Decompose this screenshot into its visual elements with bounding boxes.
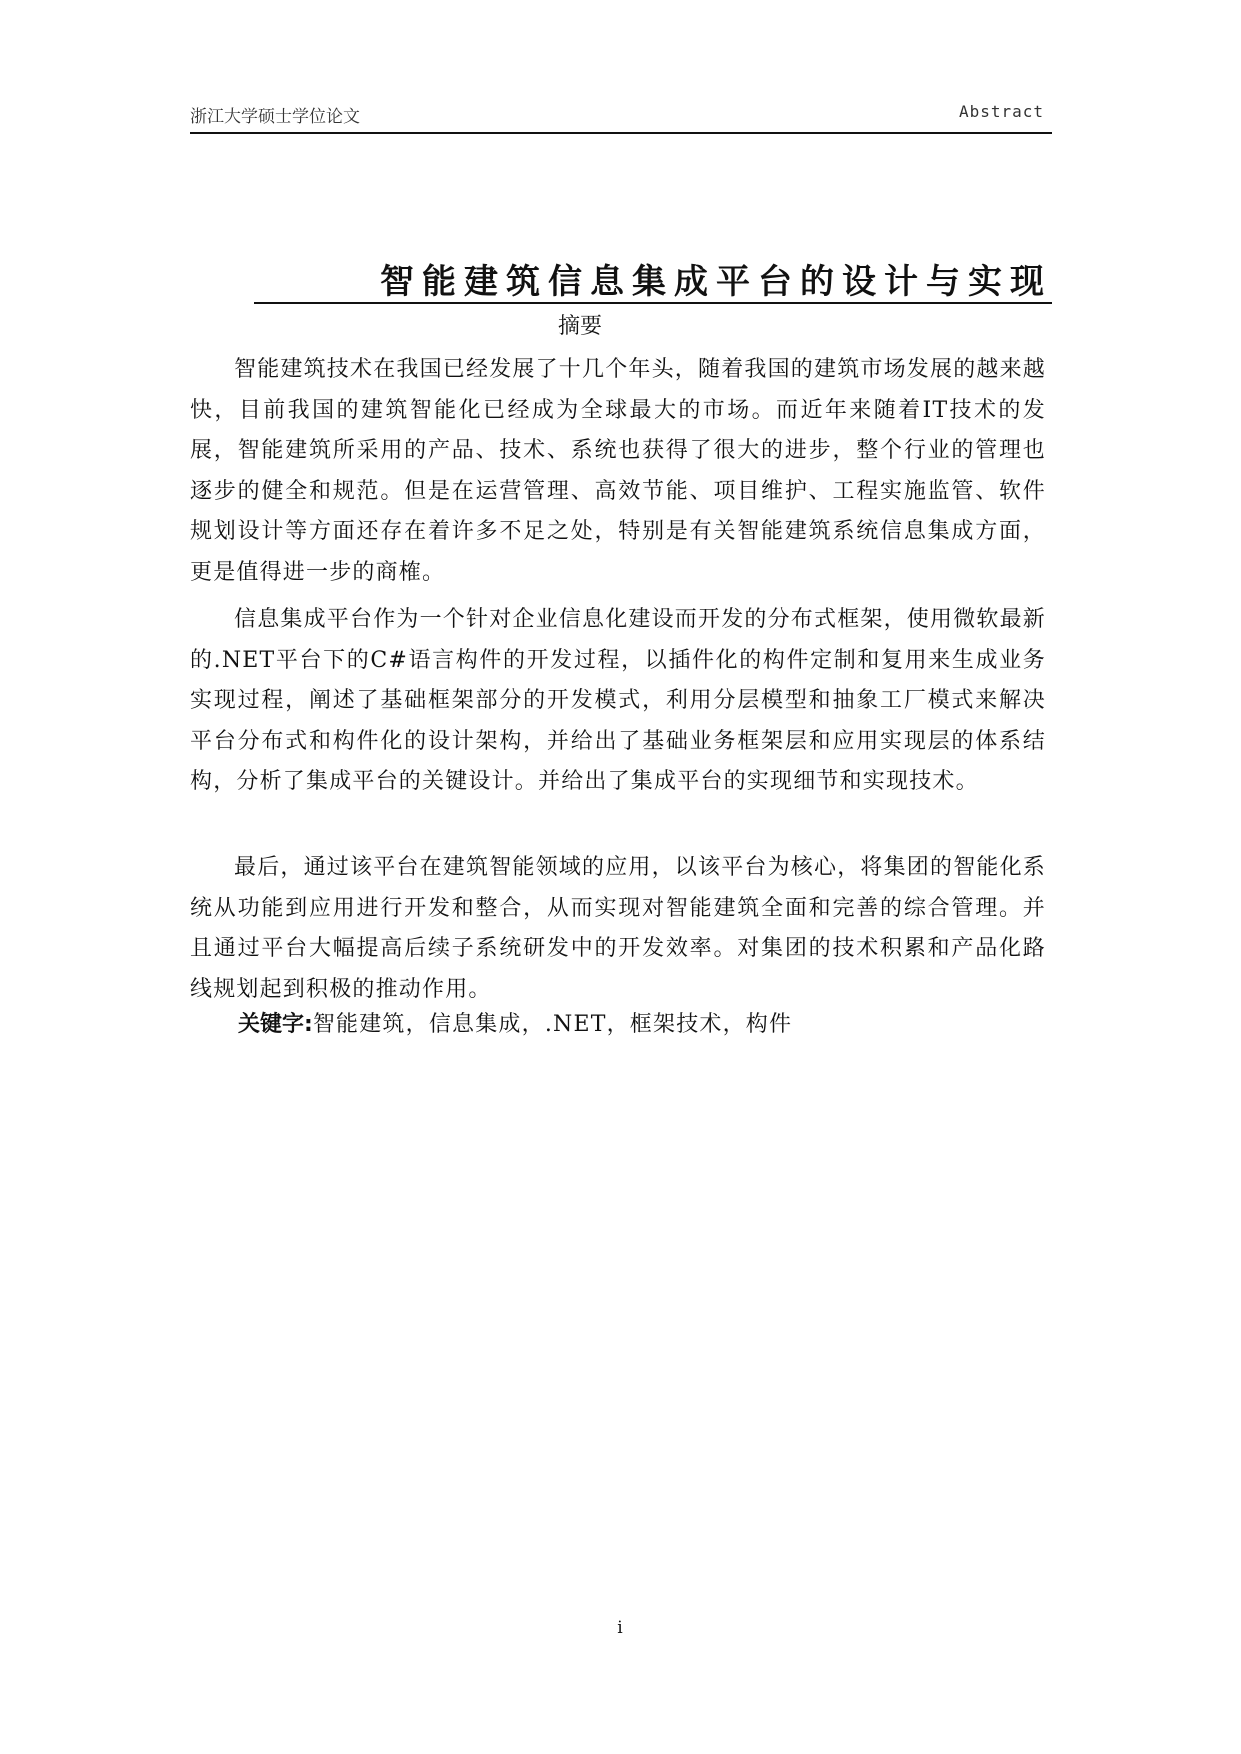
abstract-paragraph-1: 智能建筑技术在我国已经发展了十几个年头，随着我国的建筑市场发展的越来越快，目前我国的建筑智能化已经成为全球最大的市场。而近年来随着IT技术的发展，智能建筑所采用的产品、技术、系统也获得了很大的进步，整个行业的管理也逐步的健全和规范。但是在运营管理、高效节能、项目维护、工程实施监管、软件规划设计等方面还存在着许多不足之处，特别是有关智能建筑系统信息集成方面，更是值得进一步的商榷。 <box>190 357 1047 585</box>
abstract-heading: 摘要 <box>557 314 602 339</box>
header-section-name: Abstract <box>958 102 1044 121</box>
thesis-title: 智能建筑信息集成平台的设计与实现 <box>254 260 1052 304</box>
keywords-text: 智能建筑，信息集成，.NET，框架技术，构件 <box>312 1012 793 1037</box>
keywords-label: 关键字: <box>238 1012 313 1037</box>
abstract-paragraph-3: 最后，通过该平台在建筑智能领域的应用，以该平台为核心，将集团的智能化系统从功能到应用进行开发和整合，从而实现对智能建筑全面和完善的综合管理。并且通过平台大幅提高后续子系统研发中的开发效率。对集团的技术积累和产品化路线规划起到积极的推动作用。 <box>190 855 1047 1002</box>
running-header <box>190 102 1052 132</box>
header-divider <box>190 132 1052 134</box>
keywords-line <box>238 1005 1058 1045</box>
page-number: i <box>617 1618 623 1638</box>
header-university-thesis: 浙江大学硕士学位论文 <box>190 107 360 127</box>
abstract-paragraph-2: 信息集成平台作为一个针对企业信息化建设而开发的分布式框架，使用微软最新的.NET平台下的C#语言构件的开发过程，以插件化的构件定制和复用来生成业务实现过程，阐述了基础框架部分的开发模式，利用分层模型和抽象工厂模式来解决平台分布式和构件化的设计架构，并给出了基础业务框架层和应用实现层的体系结构，分析了集成平台的关键设计。并给出了集成平台的实现细节和实现技术。 <box>190 607 1047 794</box>
